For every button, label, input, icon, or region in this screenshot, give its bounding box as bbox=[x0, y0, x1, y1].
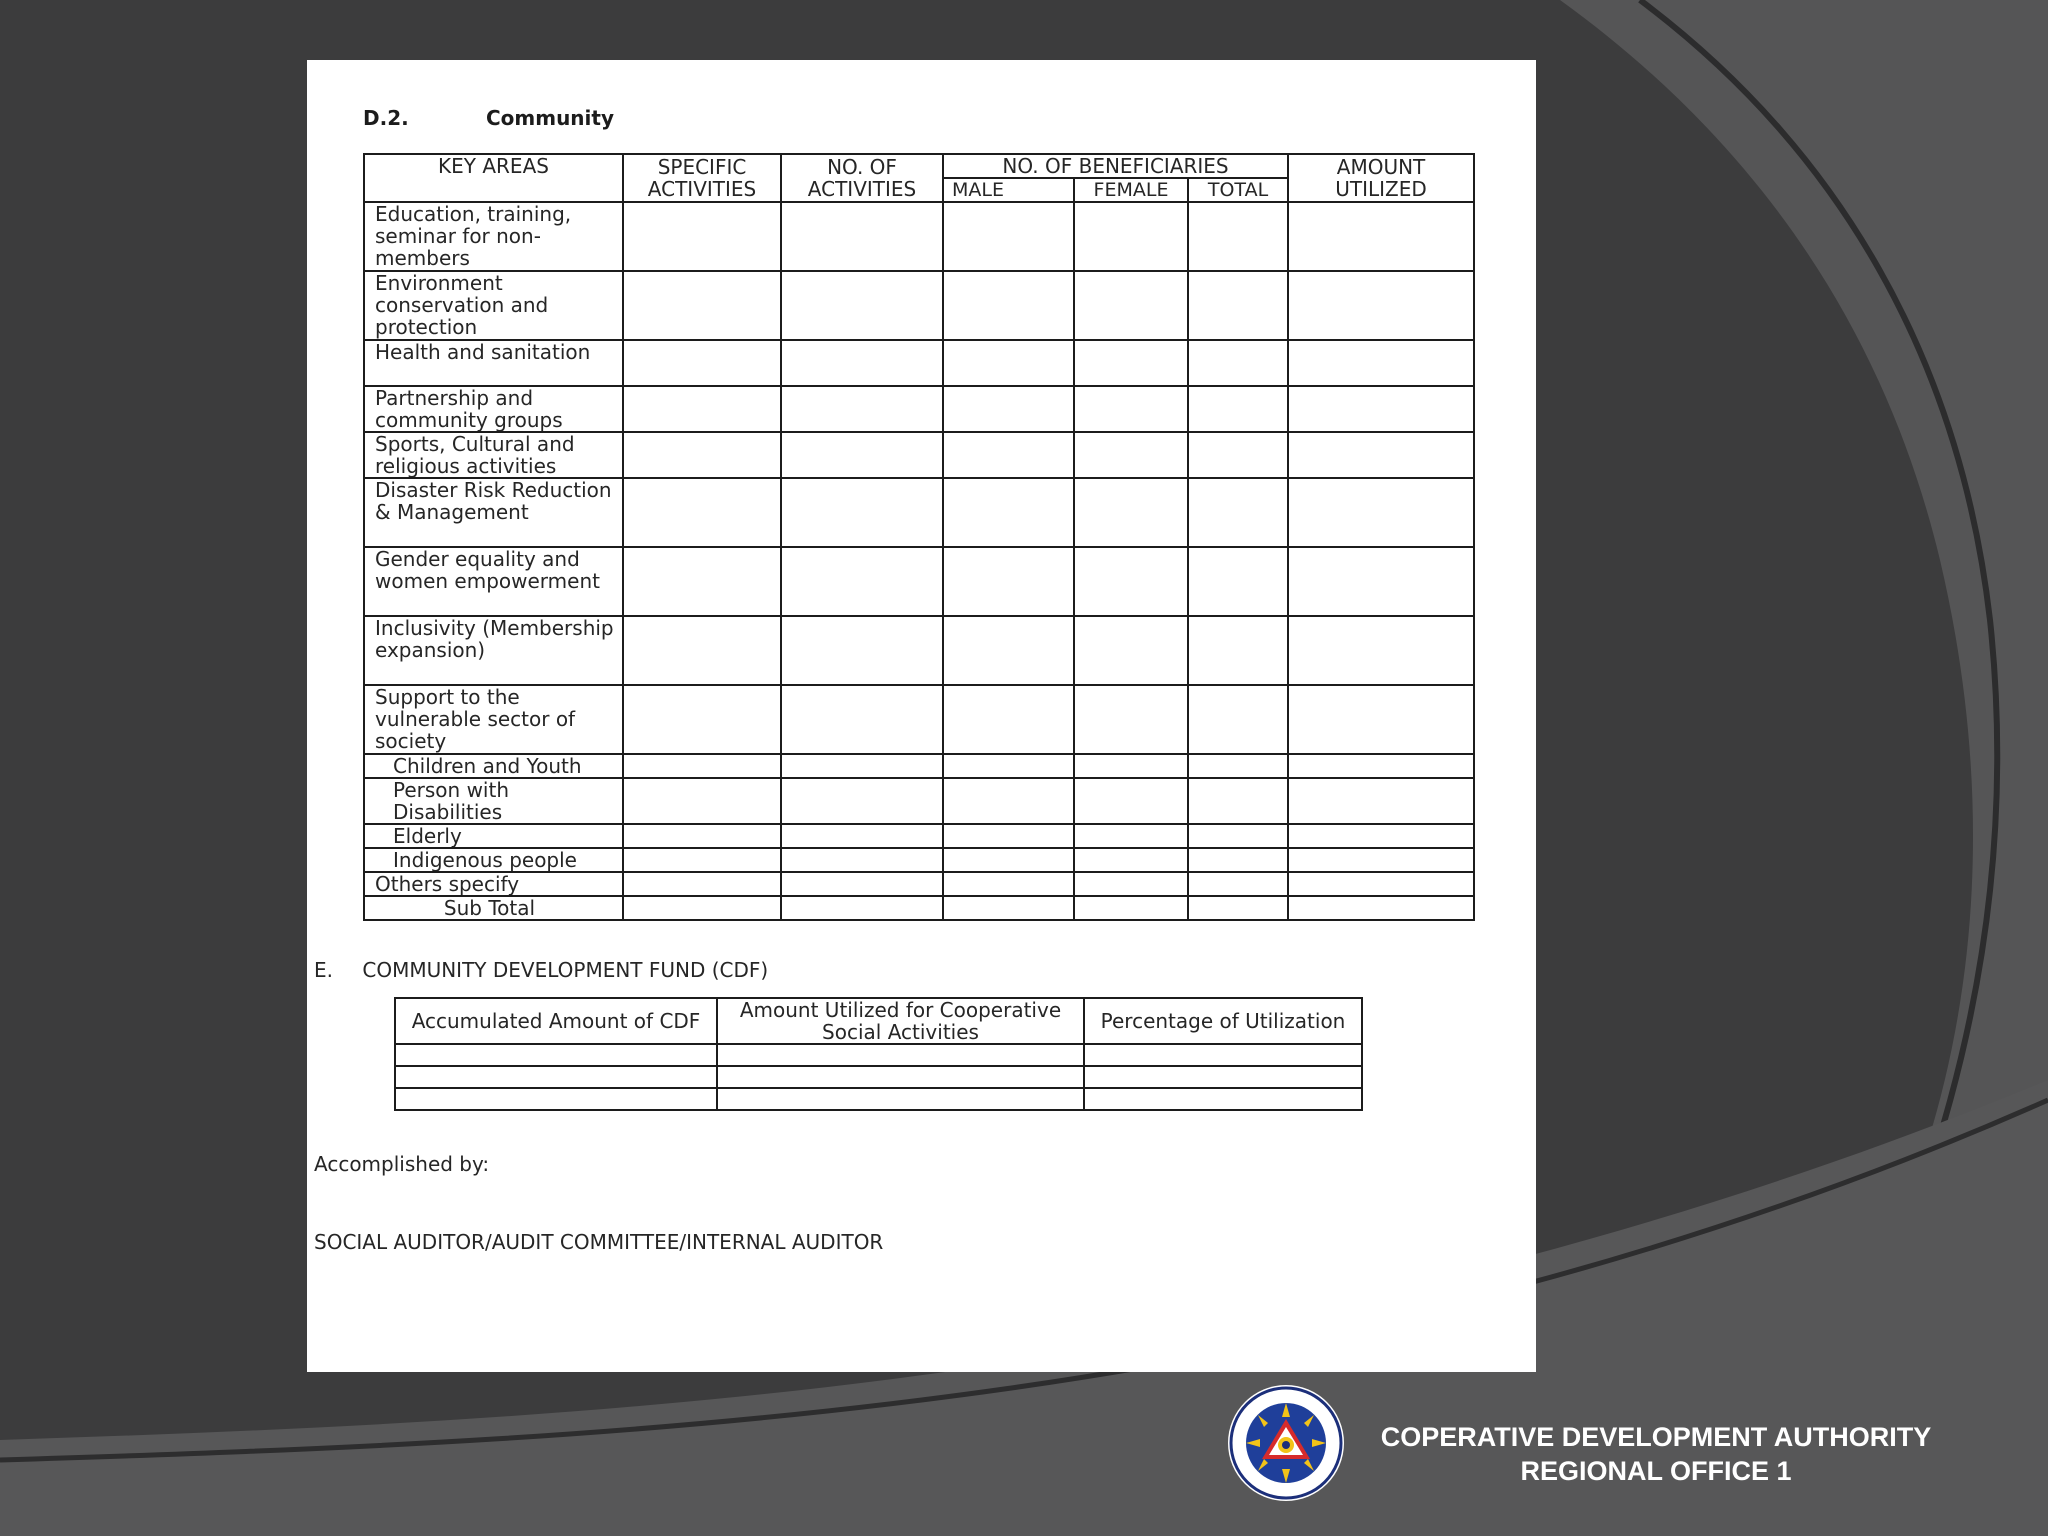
table-row bbox=[395, 1088, 1362, 1110]
header-no-of-beneficiaries: NO. OF BENEFICIARIES bbox=[943, 154, 1288, 178]
cell-total bbox=[1188, 685, 1288, 754]
cell-female bbox=[1074, 432, 1188, 478]
cell-male bbox=[943, 340, 1074, 386]
cell-total bbox=[1188, 271, 1288, 340]
cell-amount-utilized bbox=[1288, 271, 1474, 340]
cell-percentage-utilization bbox=[1084, 1044, 1362, 1066]
cell-female bbox=[1074, 848, 1188, 872]
table-row bbox=[364, 547, 1474, 616]
cell-female bbox=[1074, 754, 1188, 778]
table-row bbox=[364, 432, 1474, 478]
key-area-label: Disaster Risk Reduction & Management bbox=[364, 478, 623, 547]
key-area-label: Children and Youth bbox=[364, 754, 623, 778]
cell-male bbox=[943, 778, 1074, 824]
header-accumulated-cdf: Accumulated Amount of CDF bbox=[395, 998, 717, 1044]
cell-amount-utilized-social bbox=[717, 1044, 1084, 1066]
key-area-label: Health and sanitation bbox=[364, 340, 623, 386]
cell-amount-utilized bbox=[1288, 478, 1474, 547]
key-area-label: Others specify bbox=[364, 872, 623, 896]
key-area-label: Person with Disabilities bbox=[364, 778, 623, 824]
cell-amount-utilized bbox=[1288, 340, 1474, 386]
organization-name bbox=[1356, 1420, 1956, 1488]
cell-amount-utilized bbox=[1288, 386, 1474, 432]
cell-specific-activities bbox=[623, 547, 781, 616]
cell-amount-utilized bbox=[1288, 848, 1474, 872]
cell-no-of-activities bbox=[781, 386, 943, 432]
cell-total bbox=[1188, 778, 1288, 824]
header-female: FEMALE bbox=[1074, 178, 1188, 202]
cell-specific-activities bbox=[623, 685, 781, 754]
table-row bbox=[364, 478, 1474, 547]
cell-total bbox=[1188, 386, 1288, 432]
cell-male bbox=[943, 872, 1074, 896]
cell-specific-activities bbox=[623, 386, 781, 432]
cell-accumulated-cdf bbox=[395, 1066, 717, 1088]
cell-amount-utilized-social bbox=[717, 1088, 1084, 1110]
cell-total bbox=[1188, 202, 1288, 271]
cell-total bbox=[1188, 872, 1288, 896]
cell-male bbox=[943, 432, 1074, 478]
header-male: MALE bbox=[943, 178, 1074, 202]
cell-total bbox=[1188, 848, 1288, 872]
key-area-label: Environment conservation and protection bbox=[364, 271, 623, 340]
cell-amount-utilized bbox=[1288, 872, 1474, 896]
key-area-label: Gender equality and women empowerment bbox=[364, 547, 623, 616]
cell-no-of-activities bbox=[781, 340, 943, 386]
cell-total bbox=[1188, 432, 1288, 478]
cell-amount-utilized bbox=[1288, 432, 1474, 478]
section-d2-heading bbox=[363, 106, 614, 130]
cell-female bbox=[1074, 547, 1188, 616]
header-specific-activities: SPECIFIC ACTIVITIES bbox=[623, 154, 781, 202]
cell-male bbox=[943, 896, 1074, 920]
cell-male bbox=[943, 824, 1074, 848]
cell-amount-utilized bbox=[1288, 754, 1474, 778]
cell-male bbox=[943, 848, 1074, 872]
cell-female bbox=[1074, 824, 1188, 848]
cell-amount-utilized bbox=[1288, 202, 1474, 271]
cell-male bbox=[943, 202, 1074, 271]
cell-female bbox=[1074, 778, 1188, 824]
table-row bbox=[364, 778, 1474, 824]
cell-no-of-activities bbox=[781, 685, 943, 754]
auditor-signatory-label: SOCIAL AUDITOR/AUDIT COMMITTEE/INTERNAL AUDITOR bbox=[314, 1230, 884, 1254]
cell-female bbox=[1074, 685, 1188, 754]
cell-male bbox=[943, 685, 1074, 754]
table-row bbox=[364, 824, 1474, 848]
cell-specific-activities bbox=[623, 824, 781, 848]
cell-female bbox=[1074, 202, 1188, 271]
cell-female bbox=[1074, 271, 1188, 340]
key-area-label: Sports, Cultural and religious activities bbox=[364, 432, 623, 478]
accomplished-by-label: Accomplished by: bbox=[314, 1152, 490, 1176]
cell-specific-activities bbox=[623, 271, 781, 340]
cell-male bbox=[943, 547, 1074, 616]
cell-no-of-activities bbox=[781, 872, 943, 896]
cell-accumulated-cdf bbox=[395, 1088, 717, 1110]
cell-no-of-activities bbox=[781, 778, 943, 824]
cell-percentage-utilization bbox=[1084, 1066, 1362, 1088]
key-area-label: Support to the vulnerable sector of society bbox=[364, 685, 623, 754]
cell-female bbox=[1074, 340, 1188, 386]
cell-accumulated-cdf bbox=[395, 1044, 717, 1066]
cell-no-of-activities bbox=[781, 432, 943, 478]
table-row bbox=[364, 340, 1474, 386]
organization-line-1: COPERATIVE DEVELOPMENT AUTHORITY bbox=[1380, 1422, 1932, 1452]
section-e-title: COMMUNITY DEVELOPMENT FUND (CDF) bbox=[362, 958, 769, 982]
cell-no-of-activities bbox=[781, 616, 943, 685]
table-row bbox=[395, 1044, 1362, 1066]
table-row bbox=[364, 754, 1474, 778]
cell-total bbox=[1188, 340, 1288, 386]
cell-specific-activities bbox=[623, 872, 781, 896]
key-area-label: Education, training, seminar for non-members bbox=[364, 202, 623, 271]
cell-female bbox=[1074, 896, 1188, 920]
cell-amount-utilized bbox=[1288, 547, 1474, 616]
section-e-code: E. bbox=[314, 958, 333, 982]
key-area-label: Elderly bbox=[364, 824, 623, 848]
cell-male bbox=[943, 386, 1074, 432]
section-e-heading bbox=[314, 958, 768, 982]
section-d2-code: D.2. bbox=[363, 106, 409, 130]
cell-specific-activities bbox=[623, 616, 781, 685]
table-row bbox=[364, 271, 1474, 340]
cell-specific-activities bbox=[623, 340, 781, 386]
cell-total bbox=[1188, 616, 1288, 685]
header-amount-utilized-social: Amount Utilized for Cooperative Social Activities bbox=[717, 998, 1084, 1044]
cell-specific-activities bbox=[623, 778, 781, 824]
cell-no-of-activities bbox=[781, 478, 943, 547]
cell-no-of-activities bbox=[781, 754, 943, 778]
table-row bbox=[364, 872, 1474, 896]
header-amount-utilized: AMOUNT UTILIZED bbox=[1288, 154, 1474, 202]
cda-seal-icon bbox=[1226, 1383, 1346, 1503]
table-row bbox=[364, 616, 1474, 685]
cell-female bbox=[1074, 616, 1188, 685]
organization-line-2: REGIONAL OFFICE 1 bbox=[1520, 1456, 1792, 1486]
header-total: TOTAL bbox=[1188, 178, 1288, 202]
cell-specific-activities bbox=[623, 432, 781, 478]
header-key-areas: KEY AREAS bbox=[364, 154, 623, 202]
table-row bbox=[364, 848, 1474, 872]
cell-no-of-activities bbox=[781, 896, 943, 920]
cell-amount-utilized-social bbox=[717, 1066, 1084, 1088]
cell-no-of-activities bbox=[781, 547, 943, 616]
key-area-label: Indigenous people bbox=[364, 848, 623, 872]
cell-specific-activities bbox=[623, 478, 781, 547]
cell-male bbox=[943, 478, 1074, 547]
cdf-table bbox=[394, 997, 1363, 1111]
cell-female bbox=[1074, 386, 1188, 432]
table-row bbox=[364, 896, 1474, 920]
header-no-of-activities: NO. OF ACTIVITIES bbox=[781, 154, 943, 202]
section-d2-title: Community bbox=[485, 106, 614, 130]
table-row bbox=[364, 685, 1474, 754]
cell-total bbox=[1188, 824, 1288, 848]
cell-specific-activities bbox=[623, 896, 781, 920]
table-row bbox=[364, 386, 1474, 432]
cell-specific-activities bbox=[623, 848, 781, 872]
cell-male bbox=[943, 271, 1074, 340]
cell-percentage-utilization bbox=[1084, 1088, 1362, 1110]
table-row bbox=[395, 1066, 1362, 1088]
cell-total bbox=[1188, 754, 1288, 778]
key-area-label: Sub Total bbox=[364, 896, 623, 920]
community-table bbox=[363, 153, 1475, 921]
cell-no-of-activities bbox=[781, 271, 943, 340]
header-percentage-utilization: Percentage of Utilization bbox=[1084, 998, 1362, 1044]
cell-total bbox=[1188, 547, 1288, 616]
cell-amount-utilized bbox=[1288, 896, 1474, 920]
key-area-label: Inclusivity (Membership expansion) bbox=[364, 616, 623, 685]
cell-specific-activities bbox=[623, 202, 781, 271]
cell-amount-utilized bbox=[1288, 616, 1474, 685]
cell-female bbox=[1074, 478, 1188, 547]
cell-amount-utilized bbox=[1288, 685, 1474, 754]
cell-no-of-activities bbox=[781, 202, 943, 271]
cell-no-of-activities bbox=[781, 824, 943, 848]
document-page bbox=[307, 60, 1536, 1372]
cell-total bbox=[1188, 478, 1288, 547]
cell-specific-activities bbox=[623, 754, 781, 778]
cell-female bbox=[1074, 872, 1188, 896]
cell-male bbox=[943, 754, 1074, 778]
cell-amount-utilized bbox=[1288, 778, 1474, 824]
cell-amount-utilized bbox=[1288, 824, 1474, 848]
table-row bbox=[364, 202, 1474, 271]
cell-male bbox=[943, 616, 1074, 685]
key-area-label: Partnership and community groups bbox=[364, 386, 623, 432]
cell-total bbox=[1188, 896, 1288, 920]
cell-no-of-activities bbox=[781, 848, 943, 872]
